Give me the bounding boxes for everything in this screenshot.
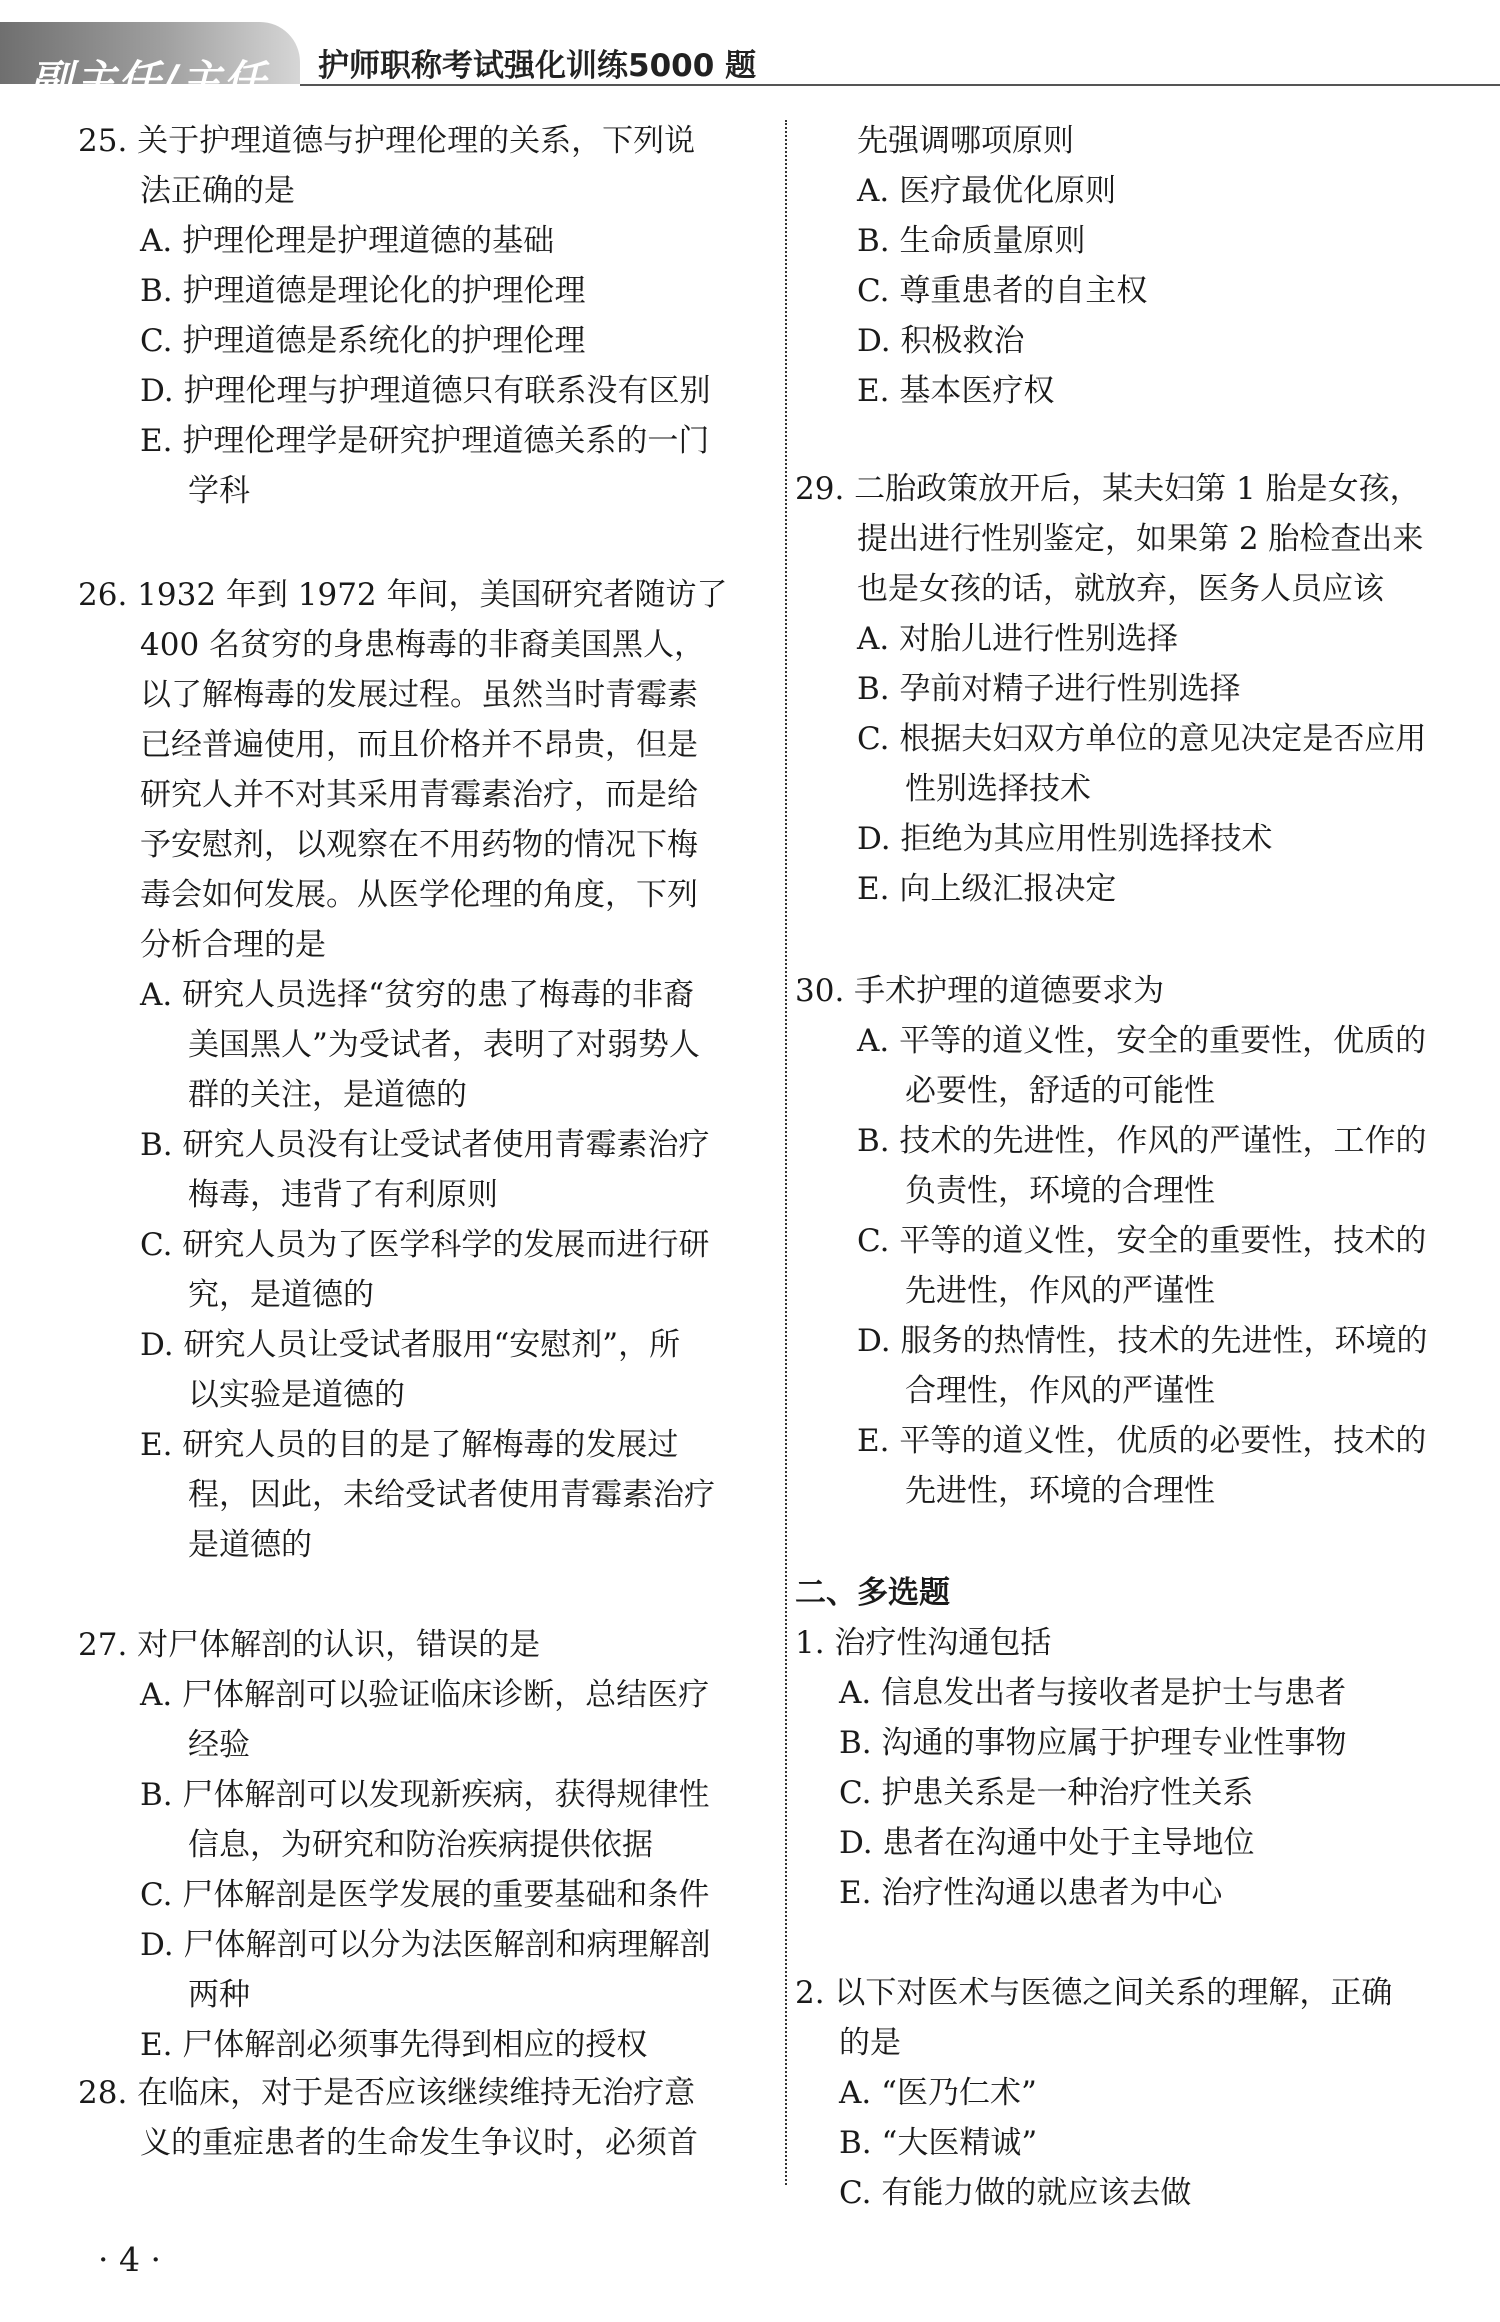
question-text: 也是女孩的话，就放弃，医务人员应该 — [857, 571, 1384, 607]
option-e: E. 护理伦理学是研究护理道德关系的一门 — [140, 423, 710, 459]
option-c: C. 护患关系是一种治疗性关系 — [839, 1775, 1254, 1811]
option-a: A. 医疗最优化原则 — [857, 173, 1117, 209]
option-b-cont: 负责性，环境的合理性 — [905, 1173, 1215, 1209]
question-25 — [78, 116, 778, 516]
option-c: C. 根据夫妇双方单位的意见决定是否应用 — [857, 721, 1427, 757]
question-text: 以了解梅毒的发展过程。虽然当时青霉素 — [140, 677, 698, 713]
option-b: B. 沟通的事物应属于护理专业性事物 — [839, 1725, 1347, 1761]
header-rule — [300, 84, 1500, 86]
option-a: A. 平等的道义性，安全的重要性，优质的 — [857, 1023, 1427, 1059]
option-a: A. “医乃仁术” — [839, 2075, 1037, 2111]
multi-question-1 — [795, 1618, 1495, 1918]
question-text: 25. 关于护理道德与护理伦理的关系，下列说 — [78, 123, 696, 159]
book-title: 护师职称考试强化训练5000 题 — [318, 48, 757, 84]
option-d: D. 护理伦理与护理道德只有联系没有区别 — [140, 373, 711, 409]
question-text: 2. 以下对医术与医德之间关系的理解，正确 — [795, 1975, 1393, 2011]
option-a: A. 研究人员选择“贫穷的患了梅毒的非裔 — [140, 977, 694, 1013]
option-e: E. 向上级汇报决定 — [857, 871, 1117, 907]
question-text: 30. 手术护理的道德要求为 — [795, 973, 1165, 1009]
option-c-cont: 究，是道德的 — [188, 1277, 374, 1313]
section-title: 二、多选题 — [795, 1575, 950, 1611]
option-e: E. 治疗性沟通以患者为中心 — [839, 1875, 1223, 1911]
question-30 — [795, 966, 1495, 1516]
column-divider — [785, 120, 787, 2185]
option-a: A. 尸体解剖可以验证临床诊断，总结医疗 — [140, 1677, 710, 1713]
option-a: A. 护理伦理是护理道德的基础 — [140, 223, 555, 259]
option-e-cont: 是道德的 — [188, 1527, 312, 1563]
option-a-cont: 美国黑人”为受试者，表明了对弱势人 — [188, 1027, 700, 1063]
option-b: B. 生命质量原则 — [857, 223, 1086, 259]
question-text: 的是 — [839, 2025, 901, 2061]
question-text: 予安慰剂，以观察在不用药物的情况下梅 — [140, 827, 698, 863]
option-d: D. 尸体解剖可以分为法医解剖和病理解剖 — [140, 1927, 711, 1963]
option-d: D. 积极救治 — [857, 323, 1025, 359]
option-b: B. “大医精诚” — [839, 2125, 1038, 2161]
option-e-cont: 学科 — [188, 473, 250, 509]
option-d: D. 患者在沟通中处于主导地位 — [839, 1825, 1255, 1861]
option-d-cont: 两种 — [188, 1977, 250, 2013]
question-text: 法正确的是 — [140, 173, 295, 209]
question-text: 26. 1932 年到 1972 年间，美国研究者随访了 — [78, 577, 728, 613]
page-number: · 4 · — [98, 2240, 161, 2279]
question-text: 28. 在临床，对于是否应该继续维持无治疗意 — [78, 2075, 696, 2111]
option-a-cont: 群的关注，是道德的 — [188, 1077, 467, 1113]
option-c: C. 研究人员为了医学科学的发展而进行研 — [140, 1227, 710, 1263]
page-header — [0, 0, 1500, 105]
question-text: 已经普遍使用，而且价格并不昂贵，但是 — [140, 727, 698, 763]
option-a-cont: 经验 — [188, 1727, 250, 1763]
option-a: A. 对胎儿进行性别选择 — [857, 621, 1179, 657]
option-c: C. 尸体解剖是医学发展的重要基础和条件 — [140, 1877, 710, 1913]
question-28-cont — [795, 116, 1495, 416]
option-a-cont: 必要性，舒适的可能性 — [905, 1073, 1215, 1109]
question-28 — [78, 2068, 778, 2168]
section-multiple-choice — [795, 1568, 1495, 1618]
option-d: D. 研究人员让受试者服用“安慰剂”，所 — [140, 1327, 681, 1363]
option-d: D. 拒绝为其应用性别选择技术 — [857, 821, 1273, 857]
option-d-cont: 合理性，作风的严谨性 — [905, 1373, 1215, 1409]
multi-question-2 — [795, 1968, 1495, 2218]
question-29 — [795, 464, 1495, 914]
option-b: B. 尸体解剖可以发现新疾病，获得规律性 — [140, 1777, 710, 1813]
option-a: A. 信息发出者与接收者是护士与患者 — [839, 1675, 1347, 1711]
question-text: 提出进行性别鉴定，如果第 2 胎检查出来 — [857, 521, 1424, 557]
question-text: 先强调哪项原则 — [857, 123, 1074, 159]
question-text: 研究人并不对其采用青霉素治疗，而是给 — [140, 777, 698, 813]
level-tab-label: 副主任/主任 — [30, 56, 268, 105]
option-e-cont: 先进性，环境的合理性 — [905, 1473, 1215, 1509]
option-e: E. 尸体解剖必须事先得到相应的授权 — [140, 2027, 648, 2063]
option-d-cont: 以实验是道德的 — [188, 1377, 405, 1413]
option-c: C. 护理道德是系统化的护理伦理 — [140, 323, 586, 359]
option-c: C. 平等的道义性，安全的重要性，技术的 — [857, 1223, 1427, 1259]
question-text: 29. 二胎政策放开后，某夫妇第 1 胎是女孩， — [795, 471, 1421, 507]
option-b-cont: 信息，为研究和防治疾病提供依据 — [188, 1827, 653, 1863]
question-text: 1. 治疗性沟通包括 — [795, 1625, 1052, 1661]
option-d: D. 服务的热情性，技术的先进性，环境的 — [857, 1323, 1428, 1359]
option-c: C. 尊重患者的自主权 — [857, 273, 1148, 309]
option-e: E. 研究人员的目的是了解梅毒的发展过 — [140, 1427, 679, 1463]
question-text: 分析合理的是 — [140, 927, 326, 963]
option-b: B. 孕前对精子进行性别选择 — [857, 671, 1241, 707]
option-b: B. 研究人员没有让受试者使用青霉素治疗 — [140, 1127, 710, 1163]
option-b: B. 技术的先进性，作风的严谨性，工作的 — [857, 1123, 1427, 1159]
option-c-cont: 先进性，作风的严谨性 — [905, 1273, 1215, 1309]
question-text: 毒会如何发展。从医学伦理的角度，下列 — [140, 877, 698, 913]
question-text: 400 名贫穷的身患梅毒的非裔美国黑人， — [140, 627, 706, 663]
option-c-cont: 性别选择技术 — [905, 771, 1091, 807]
question-text: 27. 对尸体解剖的认识，错误的是 — [78, 1627, 541, 1663]
option-b-cont: 梅毒，违背了有利原则 — [188, 1177, 498, 1213]
option-b: B. 护理道德是理论化的护理伦理 — [140, 273, 586, 309]
option-e: E. 基本医疗权 — [857, 373, 1055, 409]
option-e: E. 平等的道义性，优质的必要性，技术的 — [857, 1423, 1427, 1459]
question-26 — [78, 570, 778, 1570]
level-tab — [0, 22, 300, 105]
question-text: 义的重症患者的生命发生争议时，必须首 — [140, 2125, 698, 2161]
option-e-cont: 程，因此，未给受试者使用青霉素治疗 — [188, 1477, 715, 1513]
option-c: C. 有能力做的就应该去做 — [839, 2175, 1192, 2211]
question-27 — [78, 1620, 778, 2070]
